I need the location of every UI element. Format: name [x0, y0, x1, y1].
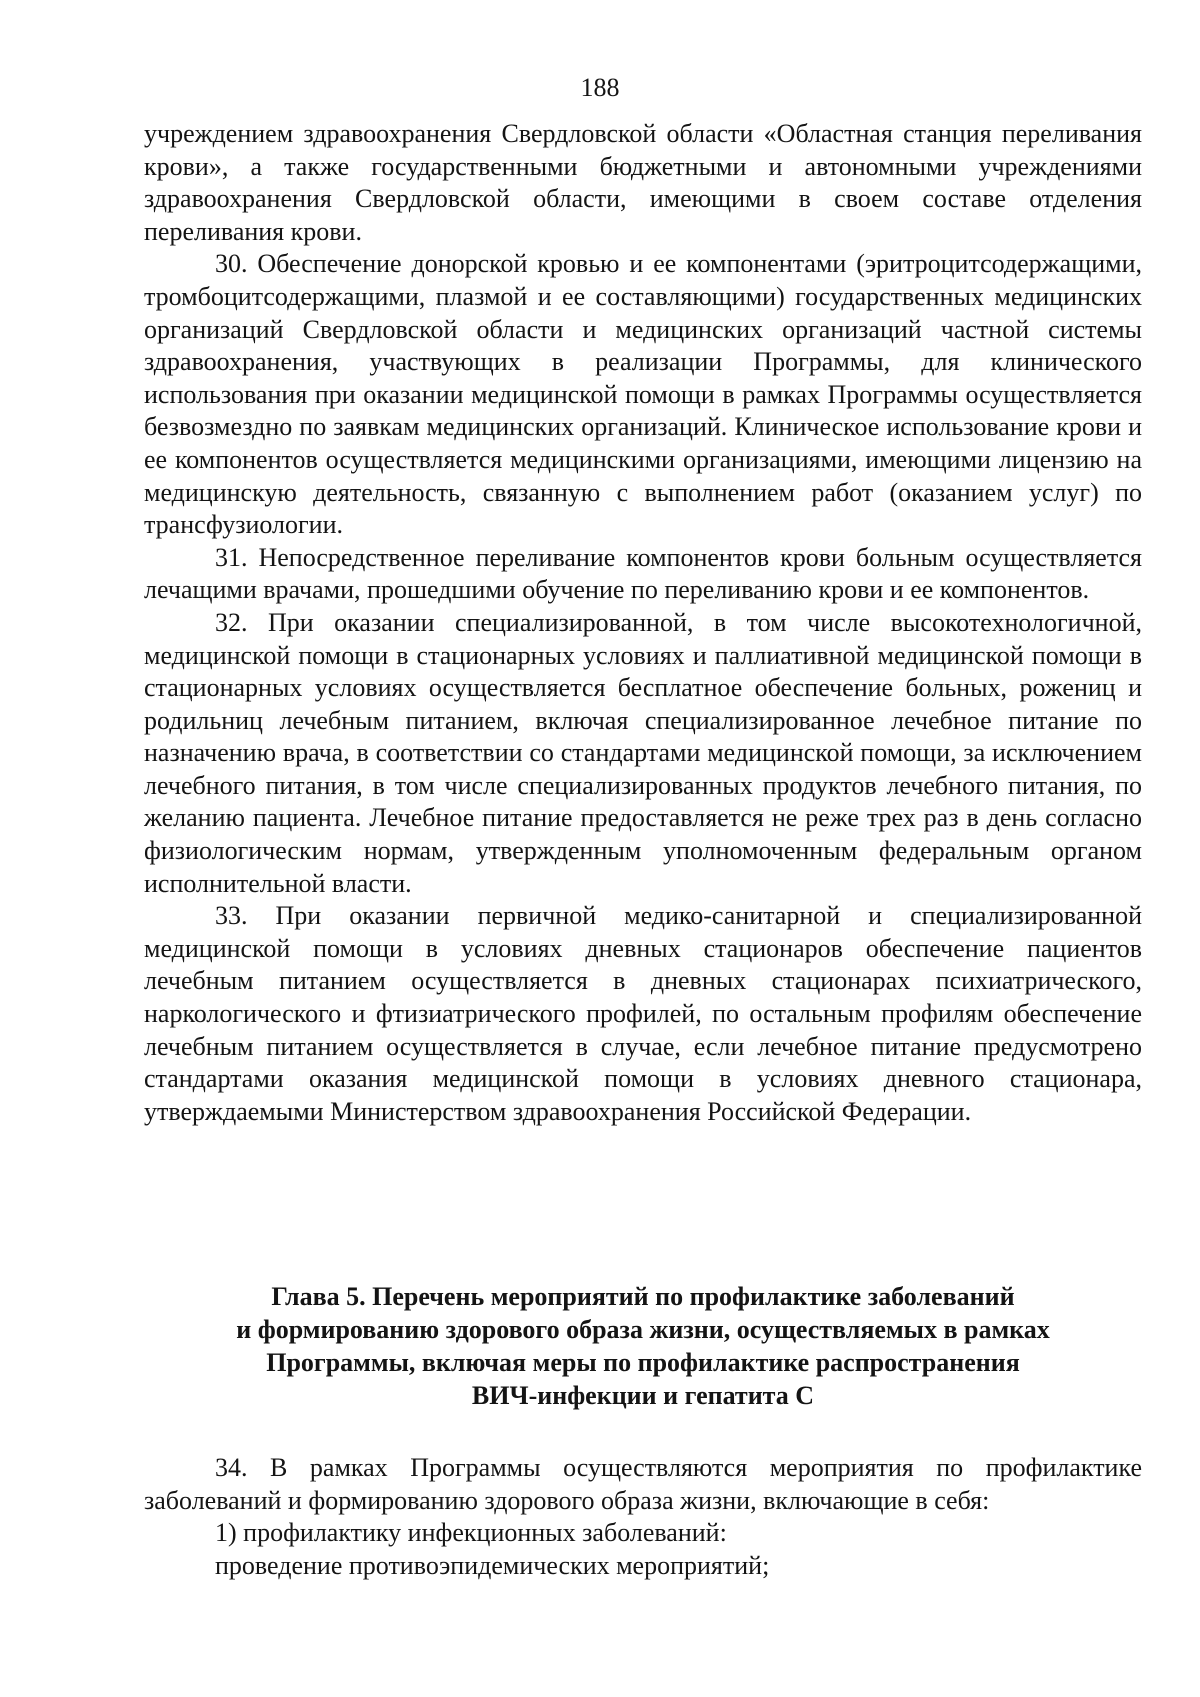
chapter-heading [144, 1280, 1142, 1412]
paragraph-33: 33. При оказании первичной медико-санитарной и специализированной медицинской помощи в условиях дневных стационаров обеспечение пациентов лечебным питанием осуществляется в дневных стационарах психиатрического, наркологического и фтизиатрического профилей, по остальным профилям обеспечение лечебным питанием осуществляется в случае, если лечебное питание предусмотрено стандартами оказания медицинской помощи в условиях дневного стационара, утверждаемыми Министерством здравоохранения Российской Федерации. [144, 901, 1142, 1126]
list-item-infectious-prevention: 1) профилактику инфекционных заболеваний: [215, 1518, 727, 1548]
chapter-heading-line: Программы, включая меры по профилактике распространения [266, 1348, 1020, 1377]
body-text-section [144, 118, 1142, 1128]
paragraph-31: 31. Непосредственное переливание компонентов крови больным осуществляется лечащими врачами, прошедшими обучение по переливанию крови и ее компонентов. [144, 542, 1142, 605]
list-item-antiepidemic-measures: проведение противоэпидемических мероприятий; [215, 1550, 770, 1580]
paragraph-34: 34. В рамках Программы осуществляются мероприятия по профилактике заболеваний и формированию здорового образа жизни, включающие в себя: [144, 1453, 1142, 1515]
chapter-heading-line: ВИЧ-инфекции и гепатита С [471, 1381, 815, 1410]
chapter-heading-line: и формированию здорового образа жизни, осуществляемых в рамках [236, 1315, 1050, 1344]
paragraph-30: 30. Обеспечение донорской кровью и ее компонентами (эритроцитсодержащими, тромбоцитсодержащими, плазмой и ее составляющими) государственных медицинских организаций Свердловской области и медицинских организаций частной системы здравоохранения, участвующих в реализации Программы, для клинического использования при оказании медицинской помощи в рамках Программы осуществляется безвозмездно по заявкам медицинских организаций. Клиническое использование крови и ее компонентов осуществляется медицинскими организациями, имеющими лицензию на медицинскую деятельность, связанную с выполнением работ (оказанием услуг) по трансфузиологии. [144, 249, 1142, 540]
body-text-section-after-heading [144, 1452, 1142, 1582]
paragraph-32: 32. При оказании специализированной, в том числе высокотехнологичной, медицинской помощи в стационарных условиях и паллиативной медицинской помощи в стационарных условиях осуществляется бесплатное обеспечение больных, рожениц и родильниц лечебным питанием, включая специализированное лечебное питание по назначению врача, в соответствии со стандартами медицинской помощи, за исключением лечебного питания, в том числе специализированных продуктов лечебного питания, по желанию пациента. Лечебное питание предоставляется не реже трех раз в день согласно физиологическим нормам, утвержденным уполномоченным федеральным органом исполнительной власти. [144, 607, 1142, 898]
chapter-heading-line: Глава 5. Перечень мероприятий по профилактике заболеваний [271, 1282, 1015, 1311]
paragraph-continuation: учреждением здравоохранения Свердловской области «Областная станция переливания крови», а также государственными бюджетными и автономными учреждениями здравоохранения Свердловской области, имеющими в своем составе отделения переливания крови. [144, 119, 1142, 246]
page-number: 188 [580, 73, 620, 102]
